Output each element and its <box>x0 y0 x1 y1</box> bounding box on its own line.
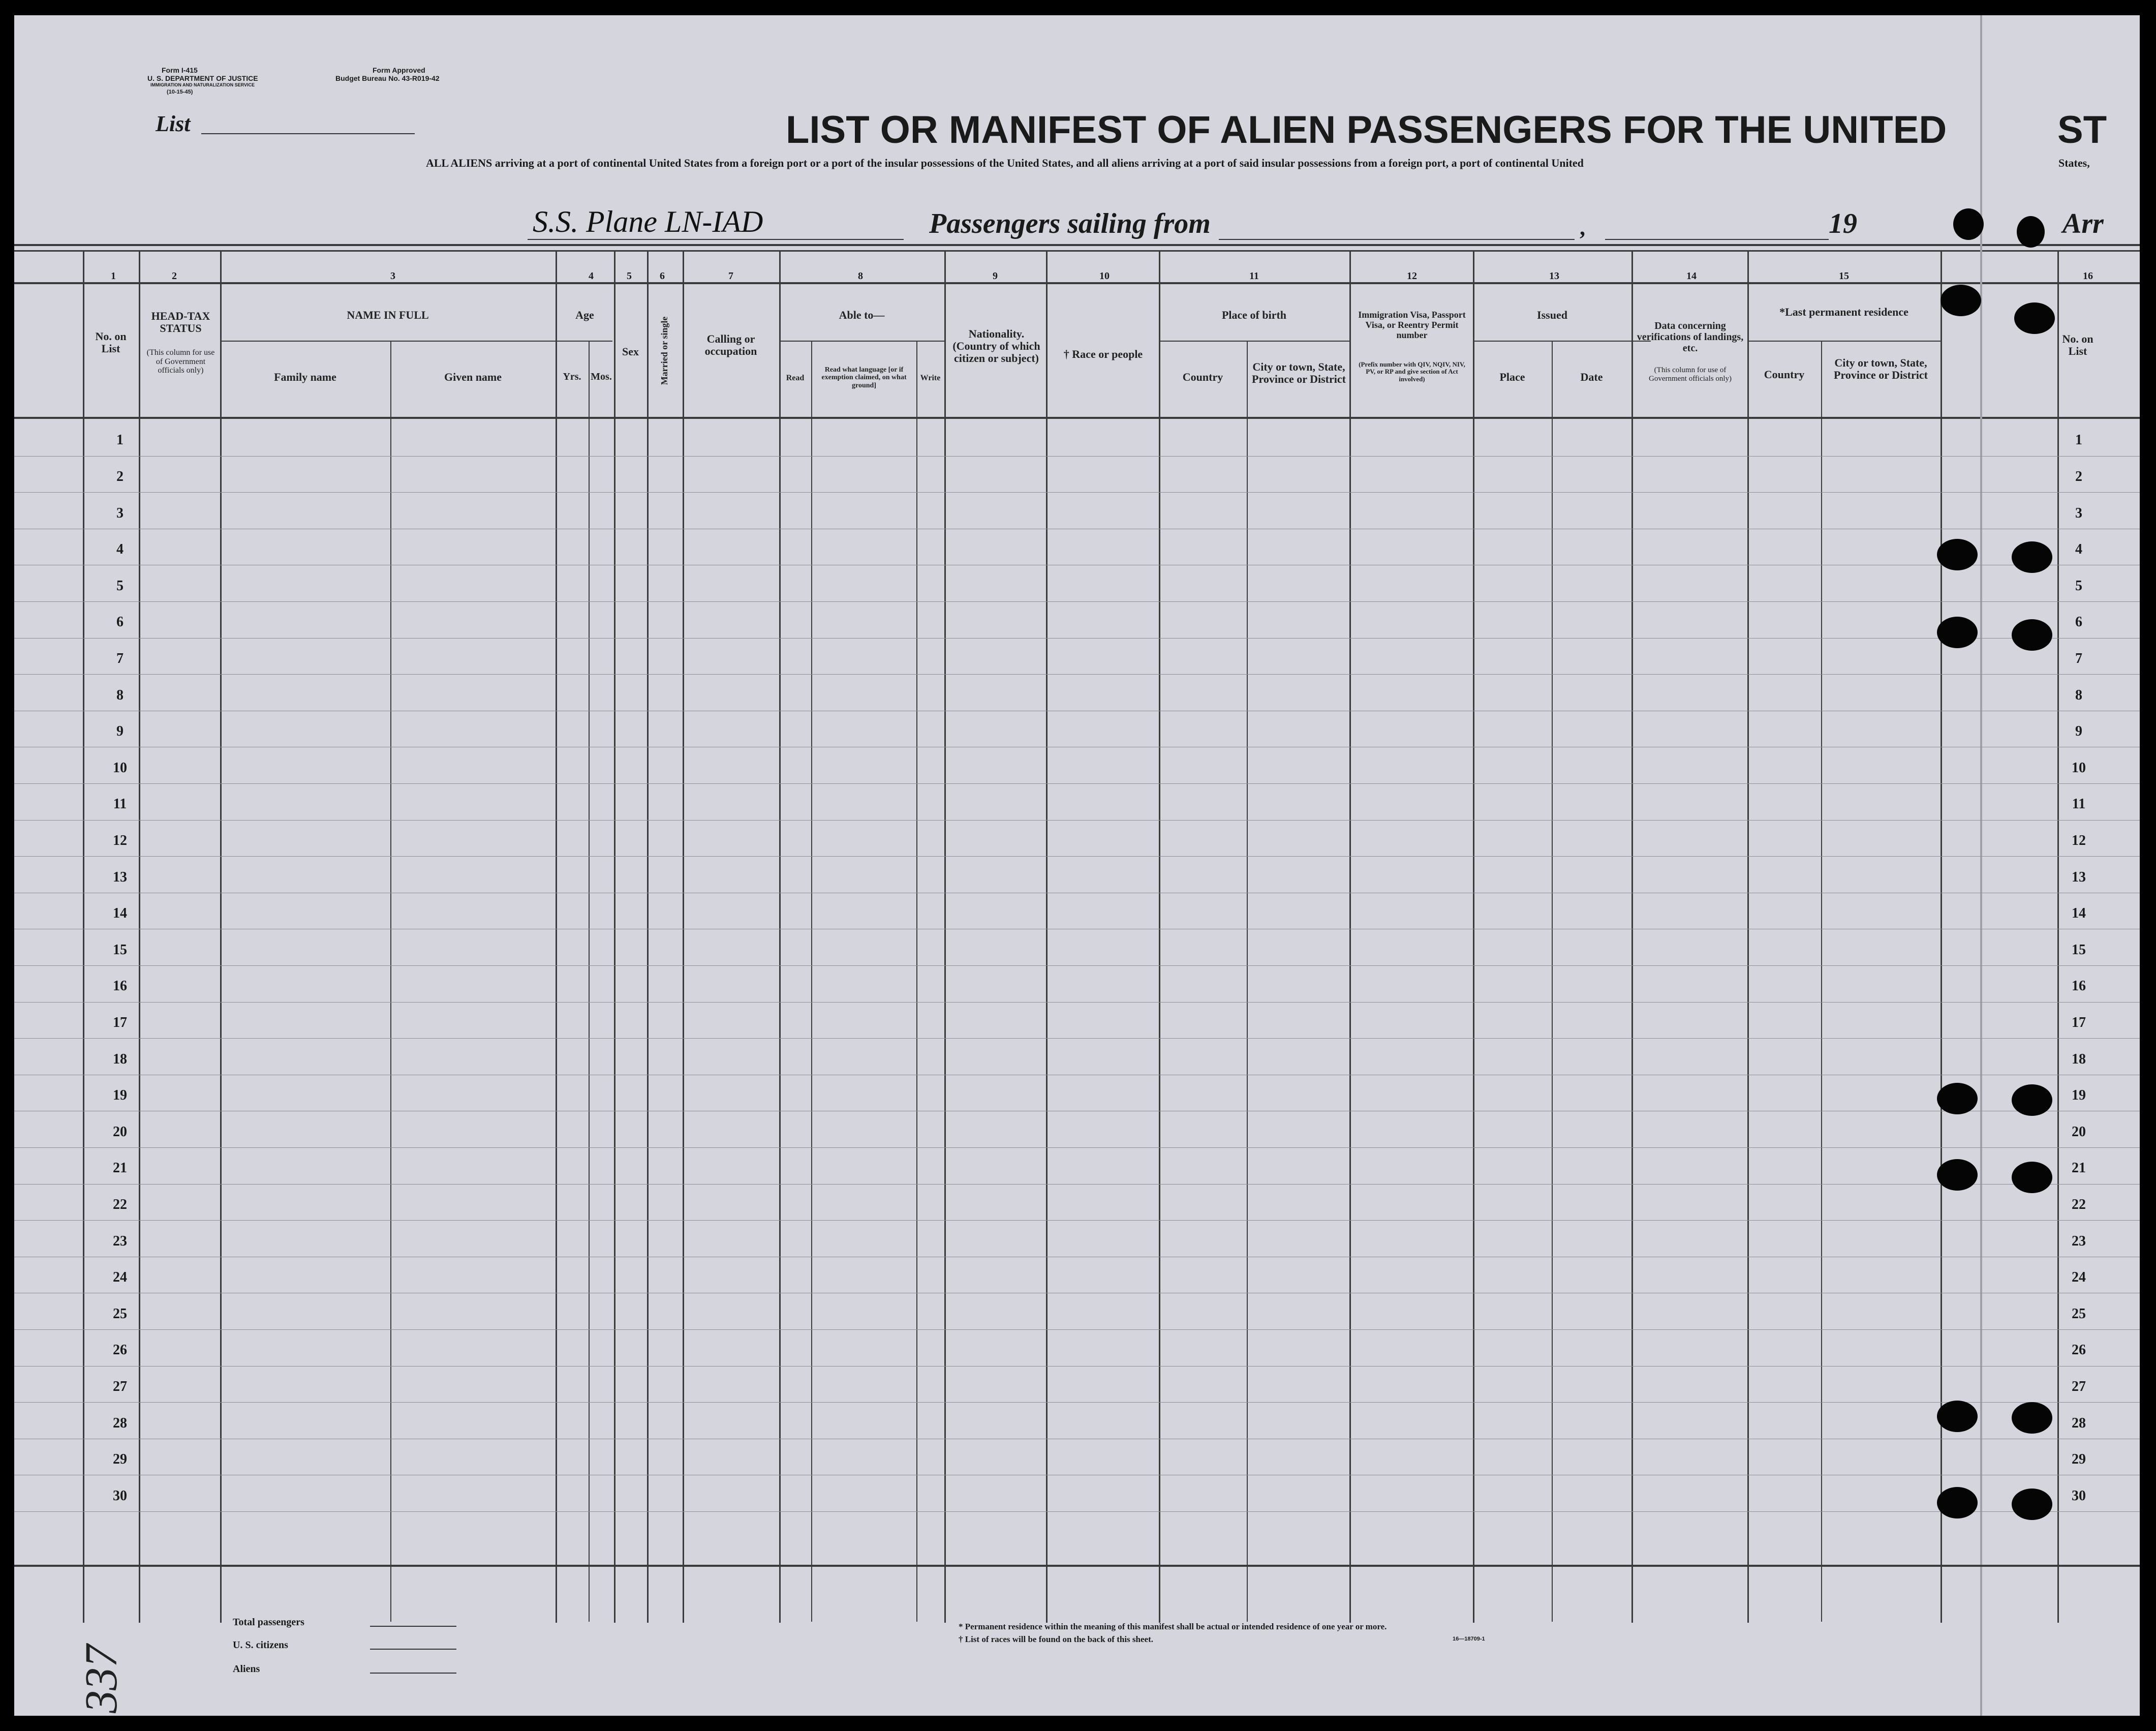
row-number-right: 7 <box>2075 651 2082 666</box>
issued-subheader-line <box>1473 341 1651 342</box>
row-number: 3 <box>116 505 124 521</box>
row-number: 28 <box>113 1415 127 1431</box>
punch-hole <box>1937 539 1978 570</box>
column-number: 14 <box>1686 270 1697 282</box>
column-number: 9 <box>993 270 998 282</box>
row-number: 8 <box>116 687 124 703</box>
table-row <box>14 856 2140 857</box>
total-passengers-field <box>370 1626 456 1627</box>
header-read-language: Read what language [or if exemption claimed, on what ground] <box>821 366 907 389</box>
row-number: 14 <box>113 905 127 921</box>
row-number-right: 10 <box>2072 760 2086 776</box>
punch-hole <box>2012 619 2052 651</box>
table-row <box>14 601 2140 602</box>
row-number: 22 <box>113 1197 127 1212</box>
header-read: Read <box>786 374 805 382</box>
row-number-right: 21 <box>2072 1160 2086 1176</box>
sailing-from-field <box>1219 239 1575 240</box>
us-citizens-label: U. S. citizens <box>233 1639 288 1651</box>
header-residence-city: City or town, State, Province or District <box>1834 356 1928 382</box>
header-nationality: Nationality. (Country of which citizen or subject) <box>952 327 1040 365</box>
column-number: 13 <box>1549 270 1559 282</box>
header-name-in-full: NAME IN FULL <box>347 309 429 321</box>
row-number-right: 12 <box>2072 833 2086 848</box>
punch-hole <box>1937 1159 1978 1191</box>
row-number-right: 18 <box>2072 1051 2086 1067</box>
header-birth-country: Country <box>1182 371 1223 383</box>
row-number: 23 <box>113 1233 127 1249</box>
punch-hole <box>2017 216 2045 248</box>
vessel-name-handwritten: S.S. Plane LN-IAD <box>533 205 763 238</box>
row-number-right: 19 <box>2072 1087 2086 1103</box>
header-sex: Sex <box>622 345 639 358</box>
footnote-races: † List of races will be found on the back of this sheet. <box>959 1634 1153 1644</box>
manifest-title: LIST OR MANIFEST OF ALIEN PASSENGERS FOR THE UNITED <box>786 108 1947 151</box>
row-number: 18 <box>113 1051 127 1067</box>
row-number-right: 26 <box>2072 1342 2086 1358</box>
row-number: 26 <box>113 1342 127 1358</box>
budget-bureau-label: Budget Bureau No. 43-R019-42 <box>335 74 440 82</box>
table-row <box>14 965 2140 966</box>
row-number: 15 <box>113 942 127 958</box>
table-row <box>14 1184 2140 1185</box>
row-number-right: 22 <box>2072 1197 2086 1212</box>
header-calling: Calling or occupation <box>704 332 757 358</box>
aliens-field <box>370 1673 456 1674</box>
header-birth-city: City or town, State, Province or District <box>1252 360 1346 386</box>
row-number-right: 1 <box>2075 432 2082 448</box>
table-row <box>14 820 2140 821</box>
header-head-tax: HEAD-TAX STATUS <box>151 310 210 335</box>
row-number: 2 <box>116 469 124 484</box>
row-number-right: 20 <box>2072 1124 2086 1140</box>
department-label: U. S. DEPARTMENT OF JUSTICE <box>147 74 258 82</box>
header-data-note: (This column for use of Government officials only) <box>1648 366 1732 383</box>
header-age-mos: Mos. <box>591 371 612 382</box>
row-number: 12 <box>113 833 127 848</box>
header-issued-date: Date <box>1580 371 1603 383</box>
form-date-code: (10-15-45) <box>167 89 193 95</box>
table-row <box>14 674 2140 675</box>
header-data-concerning: Data concerning verifications of landings, etc. <box>1637 320 1744 354</box>
column-number: 2 <box>172 270 177 282</box>
header-married: Married or single <box>659 316 670 385</box>
print-code: 16—18709-1 <box>1453 1636 1485 1642</box>
punch-hole <box>2014 302 2055 334</box>
table-row <box>14 1511 2140 1512</box>
punch-hole <box>2012 1162 2052 1193</box>
column-number: 15 <box>1839 270 1849 282</box>
column-number: 6 <box>660 270 665 282</box>
punch-hole <box>1953 208 1984 240</box>
date-field <box>1605 239 1829 240</box>
column-number: 10 <box>1099 270 1110 282</box>
column-number: 5 <box>627 270 632 282</box>
row-number: 9 <box>116 723 124 739</box>
punch-hole <box>2012 1402 2052 1434</box>
row-number-right: 16 <box>2072 978 2086 994</box>
table-row <box>14 1329 2140 1330</box>
table-row <box>14 456 2140 457</box>
row-number-right: 4 <box>2075 541 2082 557</box>
row-number-right: 29 <box>2072 1451 2086 1467</box>
arriving-label: Arr <box>2062 208 2104 239</box>
row-number-right: 24 <box>2072 1269 2086 1285</box>
row-number-right: 30 <box>2072 1488 2086 1504</box>
table-row <box>14 492 2140 493</box>
punch-hole <box>1937 1083 1978 1114</box>
header-visa-note: (Prefix number with QIV, NQIV, NIV, PV, or RP and give section of Act involved) <box>1359 360 1465 383</box>
row-number: 17 <box>113 1015 127 1030</box>
residence-subheader-line <box>1747 341 1941 342</box>
punch-hole <box>1941 285 1981 316</box>
column-number-divider <box>14 282 2140 284</box>
form-number: Form I-415 <box>162 66 198 74</box>
list-label: List <box>156 111 191 136</box>
fold-crease <box>1980 15 1982 1716</box>
row-number-right: 15 <box>2072 942 2086 958</box>
column-number: 16 <box>2083 270 2093 282</box>
header-residence-country: Country <box>1764 368 1805 381</box>
header-given-name: Given name <box>444 371 502 383</box>
row-number: 19 <box>113 1087 127 1103</box>
row-number-right: 27 <box>2072 1379 2086 1394</box>
row-number: 30 <box>113 1488 127 1504</box>
header-last-residence: *Last permanent residence <box>1779 306 1908 318</box>
row-number: 16 <box>113 978 127 994</box>
header-issued: Issued <box>1537 309 1567 321</box>
column-number: 3 <box>390 270 395 282</box>
row-number-right: 5 <box>2075 578 2082 594</box>
form-approved-label: Form Approved <box>373 66 425 74</box>
header-visa: Immigration Visa, Passport Visa, or Reentry Permit number <box>1358 310 1466 340</box>
age-subheader-line <box>556 341 612 342</box>
us-citizens-field <box>370 1649 456 1650</box>
table-row <box>14 1220 2140 1221</box>
row-number: 24 <box>113 1269 127 1285</box>
column-number: 8 <box>858 270 863 282</box>
row-number: 25 <box>113 1306 127 1322</box>
table-bottom-border <box>14 1565 2140 1567</box>
row-number: 7 <box>116 651 124 666</box>
row-number: 1 <box>116 432 124 448</box>
row-number: 27 <box>113 1379 127 1394</box>
column-number: 4 <box>589 270 594 282</box>
table-row <box>14 1002 2140 1003</box>
aliens-label: Aliens <box>233 1663 260 1675</box>
row-number-right: 23 <box>2072 1233 2086 1249</box>
manifest-sheet: Form I-415 U. S. DEPARTMENT OF JUSTICE IMMIGRATION AND NATURALIZATION SERVICE (10-15-45) Form Approved Budget Bureau No. 43-R019-42 List LIST OR MANIFEST OF ALIEN PASSENGERS FOR THE UNITED ST ALL ALIENS arriving at a port of continental United States from a foreign port or a port of the insular possessions of the United States, and all aliens arriving at a port of said insular possessions from a foreign port, a port of continental United States, S.S. Plane LN-IAD Passengers sailing from , 19 Arr 1 2 3 4 5 6 7 8 9 10 11 12 13 14 15 16 No. on List HEAD-TAX STATUS (This column for use of Government officials only) NAME IN FULL Family name Given name Age Yrs. Mos. Sex Married or single Calling or occupation Able to— Read Read what language [or if exemption claimed, on what ground] Write Nationality. (Country of which citizen or subject) † Race or people Place of birth Country City or town, State, Province or District Immigration Visa, Passport Visa, or Reentry Permit number (Prefix number with QIV, NQIV, NIV, PV, or RP and give section of Act involved) Issued Place Date Data concerning verifications of landings, etc. (This column for use of Government officials only) *Last permanent residence Country City or town, State, Province or District No. on List 1 1 2 2 3 3 4 4 5 5 6 6 7 7 8 8 9 9 10 10 11 11 12 12 13 13 14 14 15 15 16 16 17 17 18 18 19 19 20 20 21 21 22 22 23 23 24 24 25 25 26 26 27 27 28 28 29 29 30 30 Total passengers U. S. citizens Aliens * Permanent residence within the meaning of this manifest shall be actual or intended residence of one year or more. † List of races will be found on the back of this sheet. 16—18709-1 337 <box>14 15 2140 1716</box>
manifest-subtitle: ALL ALIENS arriving at a port of continental United States from a foreign port or a port of the insular possessions of the United States, and all aliens arriving at a port of said insular possessions from a foreign port, a port of continental United <box>426 157 1584 169</box>
table-row <box>14 1038 2140 1039</box>
row-number-right: 8 <box>2075 687 2082 703</box>
total-passengers-label: Total passengers <box>233 1617 304 1628</box>
row-number-right: 9 <box>2075 723 2082 739</box>
column-number: 11 <box>1249 270 1259 282</box>
name-subheader-line <box>220 341 568 342</box>
manifest-subtitle-continued: States, <box>2058 157 2090 169</box>
header-no-on-list: No. on List <box>95 330 127 355</box>
table-row <box>14 1147 2140 1148</box>
row-number: 10 <box>113 760 127 776</box>
header-race: † Race or people <box>1063 348 1143 360</box>
row-number-right: 2 <box>2075 469 2082 484</box>
header-age-yrs: Yrs. <box>563 371 581 382</box>
row-number: 5 <box>116 578 124 594</box>
punch-hole <box>2012 1489 2052 1520</box>
punch-hole <box>1937 1487 1978 1519</box>
year-prefix: 19 <box>1829 208 1857 239</box>
row-number-right: 11 <box>2072 796 2086 812</box>
header-place-of-birth: Place of birth <box>1221 309 1287 321</box>
list-underline <box>201 133 415 134</box>
row-number-right: 28 <box>2072 1415 2086 1431</box>
vessel-underline <box>528 239 904 240</box>
row-number-right: 25 <box>2072 1306 2086 1322</box>
footnote-permanent: * Permanent residence within the meaning of this manifest shall be actual or intended residence of one year or more. <box>959 1622 1387 1631</box>
header-able-to: Able to— <box>839 309 885 321</box>
header-family-name: Family name <box>274 371 336 383</box>
able-to-subheader-line <box>779 341 944 342</box>
punch-hole <box>1937 617 1978 648</box>
row-number-right: 3 <box>2075 505 2082 521</box>
row-number: 29 <box>113 1451 127 1467</box>
row-number: 13 <box>113 869 127 885</box>
table-row <box>14 1402 2140 1403</box>
column-number: 1 <box>111 270 116 282</box>
row-number: 20 <box>113 1124 127 1140</box>
birth-subheader-line <box>1159 341 1349 342</box>
row-number: 6 <box>116 614 124 630</box>
header-write: Write <box>920 374 941 382</box>
table-row <box>14 783 2140 784</box>
row-number: 4 <box>116 541 124 557</box>
sailing-from-label: Passengers sailing from <box>929 208 1211 239</box>
manifest-title-continued: ST <box>2057 108 2107 151</box>
service-label: IMMIGRATION AND NATURALIZATION SERVICE <box>150 82 255 87</box>
row-number-right: 6 <box>2075 614 2082 630</box>
punch-hole <box>1937 1401 1978 1432</box>
header-age: Age <box>575 309 594 321</box>
header-head-tax-note: (This column for use of Government officials only) <box>146 348 215 375</box>
punch-hole <box>2012 541 2052 573</box>
table-top-border <box>14 244 2140 246</box>
row-number-right: 17 <box>2072 1015 2086 1030</box>
row-number: 21 <box>113 1160 127 1176</box>
header-issued-place: Place <box>1499 371 1525 383</box>
row-number: 11 <box>113 796 127 812</box>
handwritten-page-number: 337 <box>76 1645 127 1713</box>
table-row <box>14 638 2140 639</box>
table-top-border-2 <box>14 250 2140 252</box>
column-number: 7 <box>728 270 733 282</box>
header-no-on-list-right: No. on List <box>2062 332 2093 358</box>
row-number-right: 13 <box>2072 869 2086 885</box>
column-number: 12 <box>1407 270 1417 282</box>
row-number-right: 14 <box>2072 905 2086 921</box>
punch-hole <box>2012 1084 2052 1116</box>
